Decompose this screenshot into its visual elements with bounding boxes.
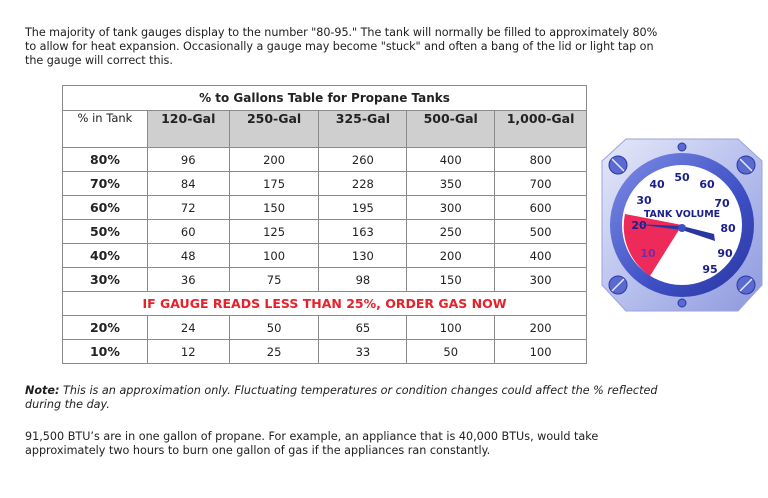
table-row: [63, 316, 587, 340]
intro-paragraph: [25, 26, 665, 69]
table-row: [63, 268, 587, 292]
value-cell: 36: [147, 268, 229, 292]
warning-row: [63, 292, 587, 316]
value-cell: 33: [319, 340, 407, 364]
percent-cell: 30%: [63, 268, 148, 292]
note-text: This is an approximation only. Fluctuating temperatures or condition changes could affect the % reflected during the day.: [25, 384, 658, 411]
svg-text:5: 5: [658, 266, 666, 279]
col-header-120: 120-Gal: [147, 111, 229, 148]
table-header-row: [63, 111, 587, 148]
svg-text:90: 90: [717, 247, 733, 260]
svg-text:40: 40: [649, 178, 665, 191]
value-cell: 100: [495, 340, 587, 364]
value-cell: 500: [495, 220, 587, 244]
svg-text:60: 60: [699, 178, 715, 191]
value-cell: 96: [147, 148, 229, 172]
value-cell: 228: [319, 172, 407, 196]
value-cell: 125: [229, 220, 319, 244]
gallons-table: [62, 85, 587, 364]
col-header-325: 325-Gal: [319, 111, 407, 148]
percent-cell: 60%: [63, 196, 148, 220]
intro-text: The majority of tank gauges display to the number "80-95." The tank will normally be filled to approximately 80% to allow for heat expansion. Occasionally a gauge may become "stuck" and often a bang of the lid or light tap on the gauge will correct this.: [25, 26, 658, 68]
value-cell: 75: [229, 268, 319, 292]
value-cell: 700: [495, 172, 587, 196]
note-label: Note:: [25, 384, 60, 397]
svg-text:95: 95: [702, 263, 718, 276]
btu-text: 91,500 BTU’s are in one gallon of propane. For example, an appliance that is 40,000 BTUs, would take approximately two hours to burn one gallon of gas if the appliances ran constantly.: [25, 430, 599, 458]
value-cell: 400: [407, 148, 495, 172]
value-cell: 50: [407, 340, 495, 364]
value-cell: 150: [407, 268, 495, 292]
value-cell: 25: [229, 340, 319, 364]
value-cell: 100: [407, 316, 495, 340]
note-paragraph: [25, 384, 665, 412]
btu-paragraph: [25, 430, 665, 458]
percent-cell: 20%: [63, 316, 148, 340]
value-cell: 300: [495, 268, 587, 292]
col-header-percent: % in Tank: [63, 111, 148, 148]
svg-text:50: 50: [674, 171, 690, 184]
value-cell: 60: [147, 220, 229, 244]
value-cell: 600: [495, 196, 587, 220]
order-gas-warning: IF GAUGE READS LESS THAN 25%, ORDER GAS NOW: [63, 292, 587, 316]
value-cell: 98: [319, 268, 407, 292]
value-cell: 300: [407, 196, 495, 220]
percent-cell: 40%: [63, 244, 148, 268]
percent-cell: 80%: [63, 148, 148, 172]
value-cell: 200: [407, 244, 495, 268]
percent-cell: 70%: [63, 172, 148, 196]
percent-cell: 10%: [63, 340, 148, 364]
table-row: [63, 196, 587, 220]
col-header-500: 500-Gal: [407, 111, 495, 148]
table-row: [63, 148, 587, 172]
value-cell: 65: [319, 316, 407, 340]
value-cell: 130: [319, 244, 407, 268]
table-row: [63, 172, 587, 196]
value-cell: 800: [495, 148, 587, 172]
value-cell: 200: [495, 316, 587, 340]
value-cell: 163: [319, 220, 407, 244]
value-cell: 50: [229, 316, 319, 340]
value-cell: 195: [319, 196, 407, 220]
col-header-1000: 1,000-Gal: [495, 111, 587, 148]
value-cell: 260: [319, 148, 407, 172]
tank-volume-gauge: [598, 135, 766, 315]
value-cell: 84: [147, 172, 229, 196]
gauge-label: TANK VOLUME: [643, 209, 721, 220]
col-header-250: 250-Gal: [229, 111, 319, 148]
value-cell: 250: [407, 220, 495, 244]
value-cell: 72: [147, 196, 229, 220]
value-cell: 24: [147, 316, 229, 340]
value-cell: 400: [495, 244, 587, 268]
svg-text:20: 20: [631, 219, 647, 232]
table-row: [63, 220, 587, 244]
value-cell: 48: [147, 244, 229, 268]
svg-text:70: 70: [714, 197, 730, 210]
table-title-row: [63, 86, 587, 111]
percent-cell: 50%: [63, 220, 148, 244]
svg-text:10: 10: [640, 247, 656, 260]
value-cell: 100: [229, 244, 319, 268]
table-row: [63, 244, 587, 268]
value-cell: 175: [229, 172, 319, 196]
value-cell: 150: [229, 196, 319, 220]
value-cell: 12: [147, 340, 229, 364]
svg-text:30: 30: [636, 194, 652, 207]
table-row: [63, 340, 587, 364]
table-title: % to Gallons Table for Propane Tanks: [63, 86, 587, 111]
value-cell: 200: [229, 148, 319, 172]
svg-text:80: 80: [720, 222, 736, 235]
value-cell: 350: [407, 172, 495, 196]
gauge-illustration: [598, 135, 766, 315]
